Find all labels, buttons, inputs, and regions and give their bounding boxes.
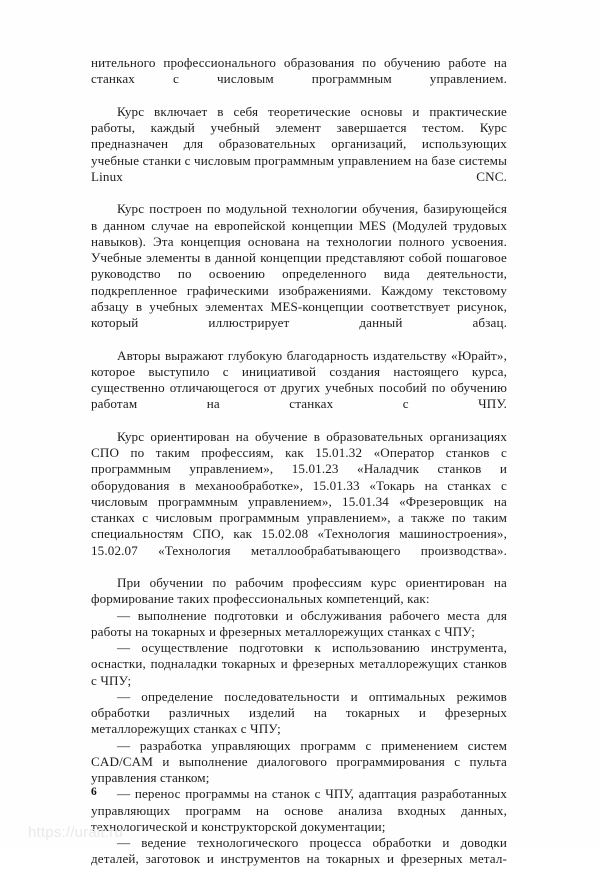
page-number: 6 [91, 786, 97, 798]
paragraph-course-includes: Курс включает в себя теоретические основы и практические работы, каждый учебный элемент завершается тестом. Курс предназначен для образовательных организаций, использующих учебные станки с числовым программным управлением на базе системы Linux CNC. [91, 103, 507, 184]
list-item-competency-4: — разработка управляющих программ с применением систем CAD/CAM и выполнение диалогового программирования с пульта управления станком; [91, 737, 507, 785]
list-item-competency-2: — осуществление подготовки к использованию инструмента, оснастки, подналадки токарных и фрезерных металлорежущих станков с ЧПУ; [91, 640, 507, 688]
page-text-column [91, 55, 507, 884]
list-item-competency-6: — ведение технологического процесса обработки и доводки деталей, заготовок и инструментов на токарных и фрезерных метал- [91, 835, 507, 867]
paragraph-modular-technology: Курс построен по модульной технологии обучения, базирующейся в данном случае на европейской концепции MES (Модулей трудовых навыков). Эта концепция основана на технологии полного усвоения. Учебные элементы в данной концепции представляют собой пошаговое руководство по освоению определенного вида деятельности, подкрепленное графическими изображениями. Каждому текстовому абзацу в учебных элементах MES-концепции соответствует рисунок, который иллюстрирует данный абзац. [91, 201, 507, 330]
list-item-competency-5: — перенос программы на станок с ЧПУ, адаптация разработанных управляющих программ на основе анализа входных данных, технологической и конструкторской документации; [91, 786, 507, 834]
paragraph-competencies-intro: При обучении по рабочим профессиям курс ориентирован на формирование таких профессиональных компетенций, как: [91, 575, 507, 607]
paragraph-acknowledgement: Авторы выражают глубокую благодарность издательству «Юрайт», которое выступило с инициативой создания настоящего курса, существенно отличающегося от других учебных пособий по обучению работам на станках с ЧПУ. [91, 347, 507, 412]
list-item-competency-3: — определение последовательности и оптимальных режимов обработки различных изделий на токарных и фрезерных металлорежущих станках с ЧПУ; [91, 688, 507, 737]
paragraph-orientation: Курс ориентирован на обучение в образовательных организациях СПО по таким профессиям, как 15.01.32 «Оператор станков с программным управлением», 15.01.23 «Наладчик станков и оборудования в механообработке», 15.01.33 «Токарь на станках с числовым программным управлением», 15.01.34 «Фрезеровщик на станках с числовым программным управлением», а также по таким специальностям СПО, как 15.02.08 «Технология машиностроения», 15.02.07 «Технология металлообрабатывающего производства». [91, 428, 507, 558]
list-item-competency-1: — выполнение подготовки и обслуживания рабочего места для работы на токарных и фрезерных металлорежущих станках с ЧПУ; [91, 607, 507, 639]
watermark-url: https://urait.ru [28, 824, 123, 841]
paragraph-continuation: нительного профессионального образования по обучению работе на станках с числовым программным управлением. [91, 55, 507, 87]
